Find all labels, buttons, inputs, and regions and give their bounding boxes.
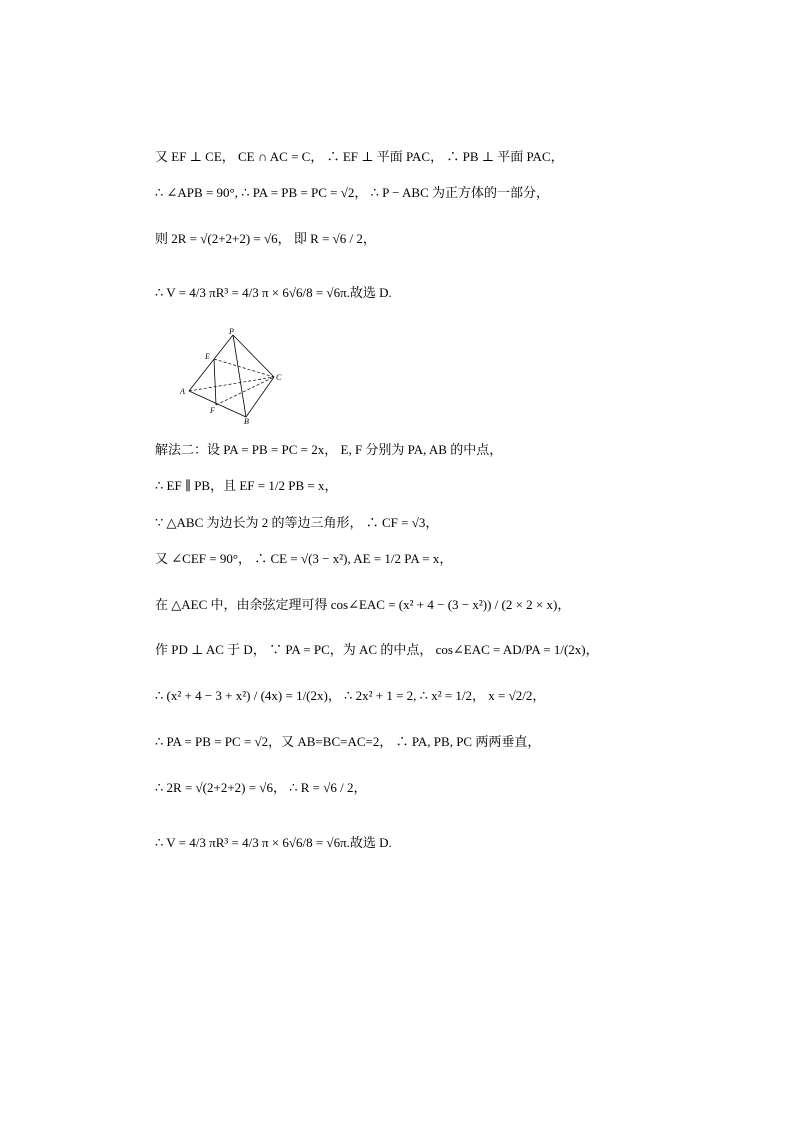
solution-line-2: ∴ ∠APB = 90°, ∴ PA = PB = PC = √2， ∴ P − ABC 为正方体的一部分，: [155, 185, 550, 200]
solution-line-13: ∴ 2R = √(2+2+2) = √6， ∴ R = √6 / 2，: [155, 780, 367, 795]
label-E: E: [205, 352, 210, 361]
tetrahedron-diagram: [176, 325, 286, 425]
solution-line-4: ∴ V = 4/3 πR³ = 4/3 π × 6√6/8 = √6π.故选 D.: [155, 285, 392, 300]
tetrahedron-figure: [176, 325, 286, 425]
edge-AC: [189, 377, 274, 391]
edge-EF: [214, 359, 216, 405]
edge-PA: [189, 335, 233, 391]
label-B: B: [244, 417, 249, 425]
label-P: P: [229, 327, 234, 336]
solution-line-8: 又 ∠CEF = 90°， ∴ CE = √(3 − x²), AE = 1/2 PA = x，: [155, 551, 453, 566]
solution-line-7: ∵ △ABC 为边长为 2 的等边三角形， ∴ CF = √3，: [155, 515, 439, 530]
label-F: F: [210, 406, 215, 415]
edge-BC: [246, 377, 274, 417]
solution-line-1: 又 EF ⊥ CE， CE ∩ AC = C， ∴ EF ⊥ 平面 PAC， ∴ PB ⊥ 平面 PAC，: [155, 149, 564, 164]
solution-line-10: 作 PD ⊥ AC 于 D， ∵ PA = PC，为 AC 的中点， cos∠EAC = AD/PA = 1/(2x)，: [155, 642, 599, 657]
solution-line-14: ∴ V = 4/3 πR³ = 4/3 π × 6√6/8 = √6π.故选 D.: [155, 835, 392, 850]
label-C: C: [276, 373, 282, 382]
solution-line-6: ∴ EF ∥ PB，且 EF = 1/2 PB = x，: [155, 478, 338, 493]
label-A: A: [180, 387, 185, 396]
edge-FC: [216, 377, 274, 405]
solution-line-12: ∴ PA = PB = PC = √2，又 AB=BC=AC=2， ∴ PA, PB, PC 两两垂直，: [155, 734, 541, 749]
solution-line-3: 则 2R = √(2+2+2) = √6， 即 R = √6 / 2，: [155, 231, 376, 246]
solution-line-11: ∴ (x² + 4 − 3 + x²) / (4x) = 1/(2x)， ∴ 2x² + 1 = 2, ∴ x² = 1/2， x = √2/2，: [155, 688, 546, 703]
edge-PB: [233, 335, 246, 417]
solution-line-9: 在 △AEC 中，由余弦定理可得 cos∠EAC = (x² + 4 − (3 − x²)) / (2 × 2 × x)，: [155, 597, 571, 612]
solution-line-5: 解法二：设 PA = PB = PC = 2x， E, F 分别为 PA, AB 的中点，: [155, 442, 503, 457]
